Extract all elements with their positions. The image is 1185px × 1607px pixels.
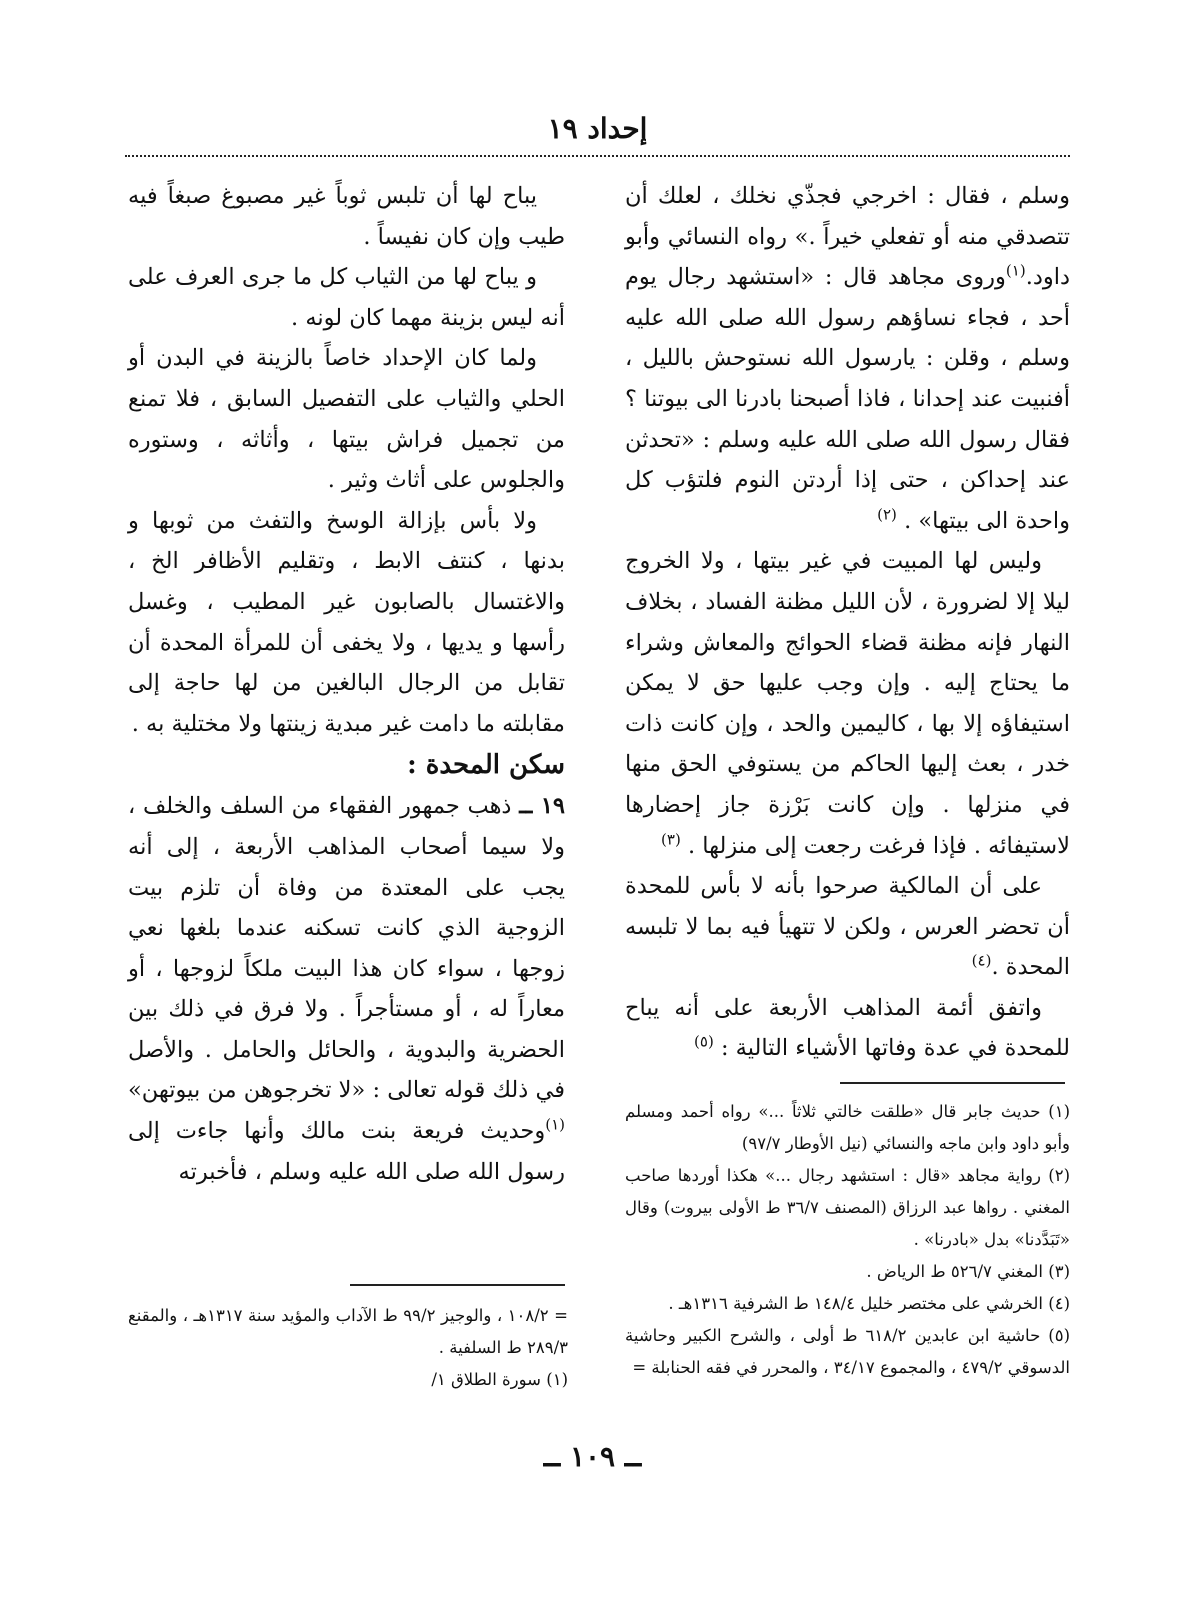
- footnotes-left: [128, 1300, 568, 1396]
- left-column: [128, 176, 565, 1192]
- footnote-item: (٣) المغني ٥٢٦/٧ ط الرياض .: [866, 1262, 1070, 1281]
- footnote-item: = ١٠٨/٢ ، والوجيز ٩٩/٢ ط الآداب والمؤيد سنة ١٣١٧هـ ، والمقنع ٢٨٩/٣ ط السلفية .: [128, 1306, 568, 1357]
- right-p2-text: وليس لها المبيت في غير بيتها ، ولا الخروج ليلا إلا لضرورة ، لأن الليل مظنة الفساد ، بخلاف النهار فإنه مظنة قضاء الحوائج والمعاش وشراء ما يحتاج إليه . وإن وجب عليها حق لا يمكن استيفاؤه إلا بها ، كاليمين والحد ، وإن كانت ذات خدر ، بعث إليها الحاكم من يستوفي الحق منها في منزلها . وإن كانت بَرْزة جاز إحضارها لاستيفائه . فإذا فرغت رجعت إلى منزلها .: [625, 548, 1070, 859]
- right-paragraph-4: [625, 988, 1070, 1069]
- footnote-item: (٤) الخرشي على مختصر خليل ١٤٨/٤ ط الشرفية ١٣١٦هـ .: [668, 1294, 1070, 1313]
- footnote-item: (١) حديث جابر قال «طلقت خالتي ثلاثاً ...» رواه أحمد ومسلم وأبو داود وابن ماجه والنسائي (نيل الأوطار ٩٧/٧): [625, 1102, 1070, 1153]
- footnote-rule-right: [840, 1082, 1065, 1084]
- left-paragraph-3: ولما كان الإحداد خاصاً بالزينة في البدن أو الحلي والثياب على التفصيل السابق ، فلا تمنع من تجميل فراش بيتها ، وأثاثه ، وستوره والجلوس على أثاث وثير .: [128, 345, 565, 494]
- clause-number: ١٩ ــ: [519, 793, 565, 820]
- running-header: إحداد ١٩: [547, 112, 648, 145]
- header-dotted-rule: [125, 155, 1070, 157]
- left-paragraph-2: و يباح لها من الثياب كل ما جرى العرف على أنه ليس بزينة مهما كان لونه .: [128, 264, 565, 331]
- right-p3-text: على أن المالكية صرحوا بأنه لا بأس للمحدة أن تحضر العرس ، ولكن لا تتهيأ فيه بما لا تلبسه المحدة .: [625, 873, 1070, 981]
- section-heading: سكن المحدة :: [407, 750, 565, 781]
- left-paragraph-1: يباح لها أن تلبس ثوباً غير مصبوغ صبغاً فيه طيب وإن كان نفيساً .: [128, 183, 565, 250]
- footnote-ref: (٢): [877, 505, 897, 524]
- footnote-ref: (٥): [694, 1032, 714, 1051]
- right-paragraph-1: [625, 176, 1070, 541]
- footnote-rule-left: [350, 1284, 565, 1286]
- left-p5b-text: وحديث فريعة بنت مالك وأنها جاءت إلى رسول الله صلى الله عليه وسلم ، فأخبرته: [128, 1118, 565, 1185]
- right-column: [625, 176, 1070, 1069]
- footnote-ref: (١): [545, 1115, 565, 1134]
- footnote-ref: (١): [1005, 261, 1026, 280]
- footnote-ref: (٣): [661, 830, 681, 848]
- right-p4-text: واتفق أئمة المذاهب الأربعة على أنه يباح للمحدة في عدة وفاتها الأشياء التالية :: [625, 994, 1070, 1062]
- footnote-item: (٢) رواية مجاهد «قال : استشهد رجال ...» هكذا أوردها صاحب المغني . رواها عبد الرزاق (المصنف ٣٦/٧ ط الأولى بيروت) وقال «تَبَدَّدنا» بدل «بادرنا» .: [625, 1166, 1070, 1249]
- footnote-item: (١) سورة الطلاق ١/: [431, 1370, 568, 1389]
- footnotes-right: [625, 1096, 1070, 1384]
- left-p5-text: ذهب جمهور الفقهاء من السلف والخلف ، ولا سيما أصحاب المذاهب الأربعة ، إلى أنه يجب على المعتدة من وفاة أن تلزم بيت الزوجية الذي كانت تسكنه عندما بلغها نعي زوجها ، سواء كان هذا البيت ملكاً لزوجها ، أو معاراً له ، أو مستأجراً . ولا فرق في ذلك بين الحضرية والبدوية ، والحائل والحامل . والأصل في ذلك قوله تعالى : «لا تخرجوهن من بيوتهن»: [128, 793, 565, 1104]
- footnote-item: (٥) حاشية ابن عابدين ٦١٨/٢ ط أولى ، والشرح الكبير وحاشية الدسوقي ٤٧٩/٢ ، والمجموع ٣٤/١٧ ، والمحرر في فقه الحنابلة =: [625, 1326, 1071, 1377]
- left-paragraph-5: [128, 786, 565, 1192]
- page-number: ــ ١٠٩ ــ: [543, 1440, 642, 1473]
- left-paragraph-4: ولا بأس بإزالة الوسخ والتفث من ثوبها و بدنها ، كنتف الابط ، وتقليم الأظافر الخ ، والاغتسال بالصابون غير المطيب ، وغسل رأسها و يديها ، ولا يخفى أن للمرأة المحدة أن تقابل من الرجال البالغين من لها حاجة إلى مقابلته ما دامت غير مبدية زينتها ولا مختلية به .: [128, 507, 565, 737]
- right-paragraph-2: [625, 541, 1070, 866]
- right-paragraph-3: [625, 866, 1070, 988]
- footnote-ref: (٤): [971, 951, 992, 970]
- right-p1b-text: وروى مجاهد قال : «استشهد رجال يوم أحد ، فجاء نساؤهم رسول الله صلى الله عليه وسلم ، وقلن : يارسول الله نستوحش بالليل ، أفنبيت عند إحدانا ، فاذا أصبحنا بادرنا الى بيوتنا ؟ فقال رسول الله صلى الله عليه وسلم : «تحدثن عند إحداكن ، حتى إذا أردتن النوم فلتؤب كل واحدة الى بيتها» .: [625, 264, 1070, 534]
- right-p1-text: وسلم ، فقال : اخرجي فجذّي نخلك ، لعلك أن تتصدقي منه أو تفعلي خيراً .» رواه النسائي وأبو داود.: [625, 183, 1070, 291]
